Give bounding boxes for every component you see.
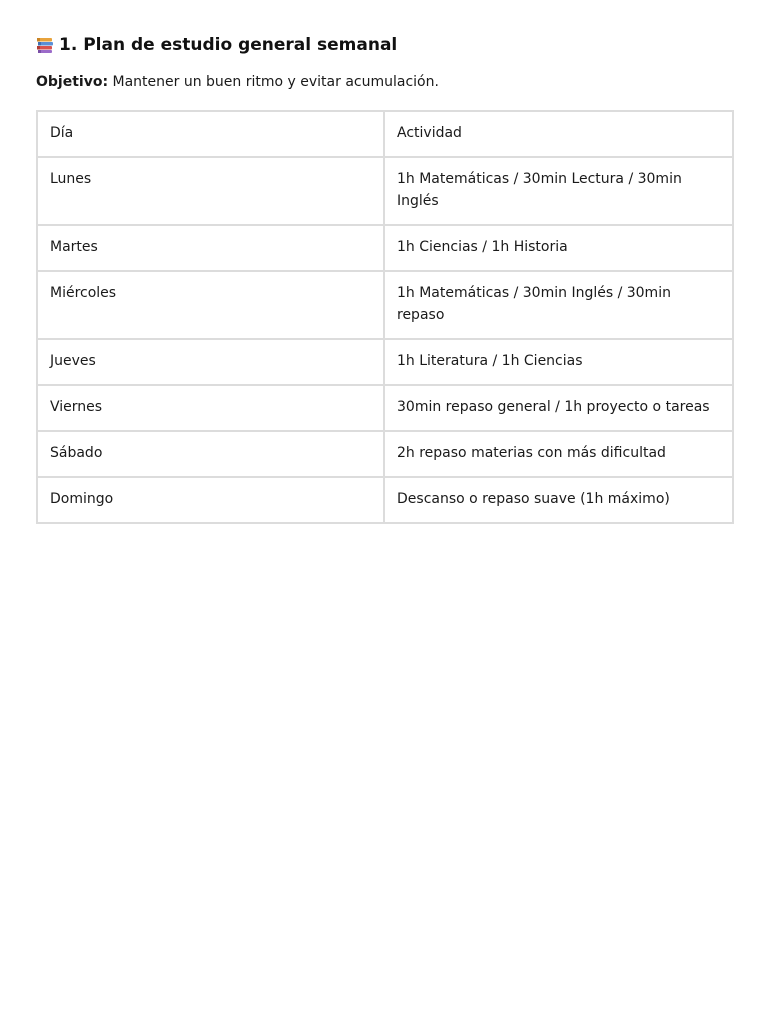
day-cell: Viernes — [37, 385, 384, 431]
section-heading — [36, 33, 397, 57]
objective-line — [36, 72, 439, 92]
activity-cell: Descanso o repaso suave (1h máximo) — [384, 477, 733, 523]
schedule-table — [36, 110, 734, 524]
header-cell-day: Día — [37, 111, 384, 157]
day-cell: Sábado — [37, 431, 384, 477]
table-row — [37, 225, 733, 271]
books-icon — [36, 36, 54, 54]
table-row — [37, 477, 733, 523]
table-row — [37, 271, 733, 339]
table-row — [37, 157, 733, 225]
day-cell: Miércoles — [37, 271, 384, 339]
activity-cell: 30min repaso general / 1h proyecto o tareas — [384, 385, 733, 431]
table-row — [37, 431, 733, 477]
activity-cell: 1h Matemáticas / 30min Lectura / 30min Inglés — [384, 157, 733, 225]
table-header-row — [37, 111, 733, 157]
activity-cell: 1h Ciencias / 1h Historia — [384, 225, 733, 271]
activity-cell: 1h Matemáticas / 30min Inglés / 30min repaso — [384, 271, 733, 339]
objective-label: Objetivo: — [36, 74, 109, 90]
day-cell: Martes — [37, 225, 384, 271]
day-cell: Lunes — [37, 157, 384, 225]
activity-cell: 2h repaso materias con más dificultad — [384, 431, 733, 477]
header-cell-activity: Actividad — [384, 111, 733, 157]
objective-text: Mantener un buen ritmo y evitar acumulación. — [112, 74, 439, 90]
table-row — [37, 339, 733, 385]
table-row — [37, 385, 733, 431]
day-cell: Domingo — [37, 477, 384, 523]
activity-cell: 1h Literatura / 1h Ciencias — [384, 339, 733, 385]
day-cell: Jueves — [37, 339, 384, 385]
section-title: 1. Plan de estudio general semanal — [59, 35, 398, 55]
